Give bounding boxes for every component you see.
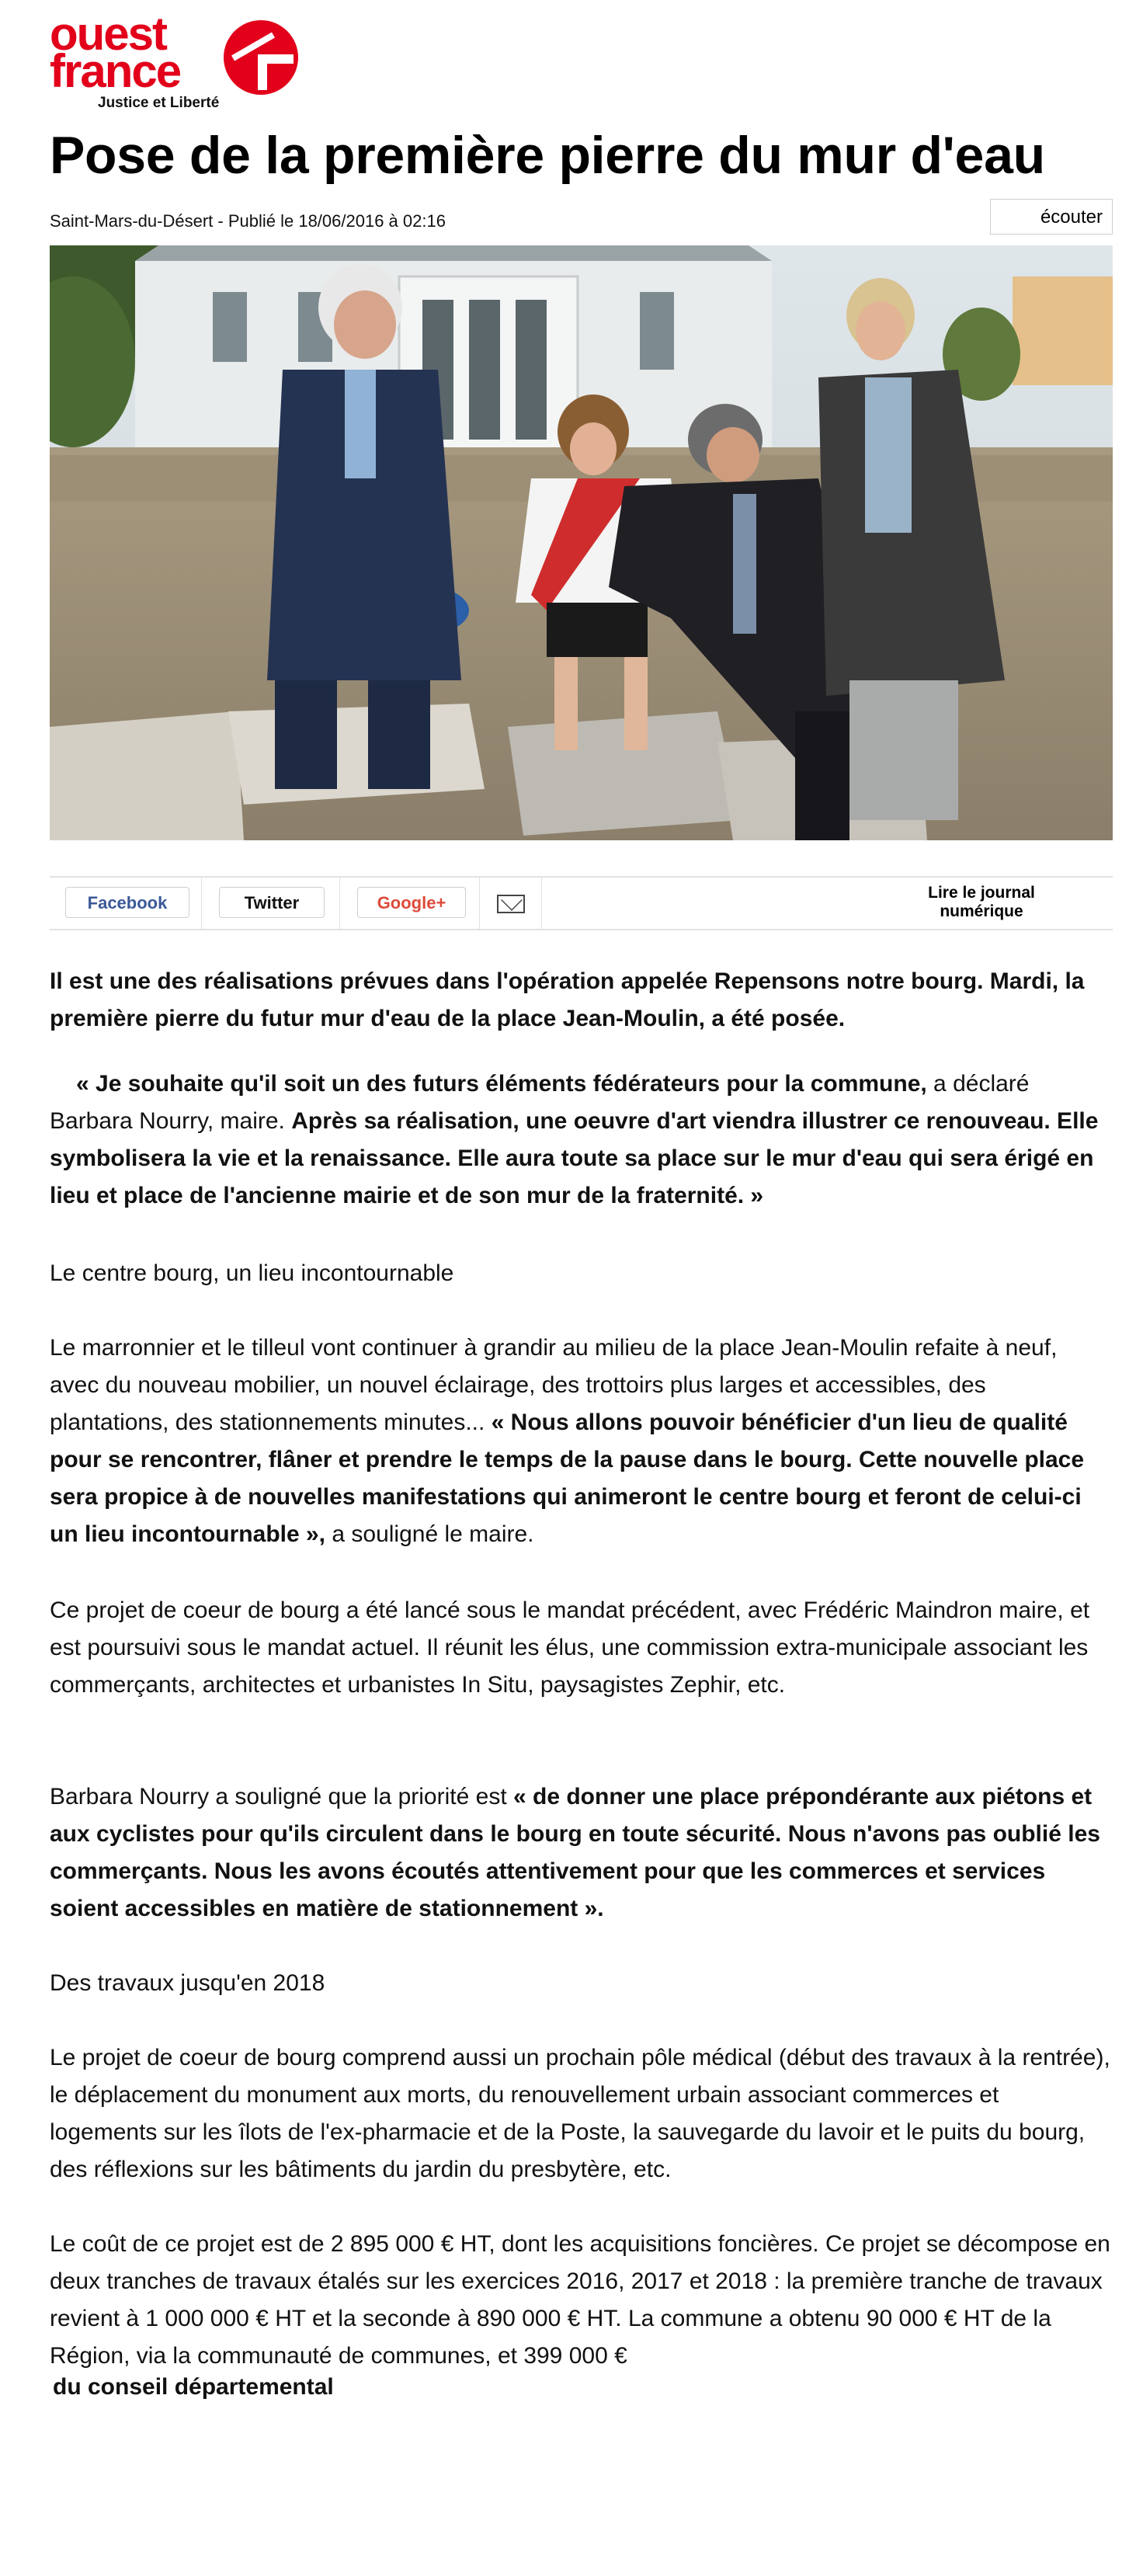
paragraph-place-end: a souligné le maire. xyxy=(325,1521,534,1547)
quote-bold-1: « Je souhaite qu'il soit un des futurs éléments fédérateurs pour la commune, xyxy=(76,1071,927,1097)
paragraph-priorite-text: Barbara Nourry a souligné que la priorité est xyxy=(50,1784,513,1809)
article-intro: Il est une des réalisations prévues dans l'opération appelée Repensons notre bourg. Mardi, la première pierre du futur mur d'eau de la place Jean-Moulin, a été posée. xyxy=(50,968,1085,1031)
share-cell-twitter xyxy=(202,878,340,929)
paragraph-pole-medical: Le projet de coeur de bourg comprend aussi un prochain pôle médical (début des travaux à la rentrée), le déplacement du monument aux morts, du renouvellement urbain associant commerces et logements sur les îlots de l'ex-pharmacie et de la Poste, la sauvegarde du lavoir et le puits du bourg, des réflexions sur les bâtiments du jardin du presbytère, etc. xyxy=(50,2045,1110,2182)
journal-link[interactable]: Lire le journal numérique xyxy=(928,884,1035,920)
listen-button[interactable]: écouter xyxy=(990,199,1113,235)
paragraph-cout: Le coût de ce projet est de 2 895 000 € HT, dont les acquisitions foncières. Ce projet se décompose en deux tranches de travaux étalés sur les exercices 2016, 2017 et 2018 : la première tranche de travaux revient à 1 000 000 € HT et la seconde à 890 000 € HT. La commune a obtenu 90 000 € HT de la Région, via la communauté de communes, et 399 000 € xyxy=(50,2231,1110,2369)
facebook-button[interactable]: Facebook xyxy=(65,887,189,918)
quote-attribution: a déclaré Barbara Nourry, maire. xyxy=(50,1071,1030,1134)
paragraph-priorite xyxy=(50,1778,1110,1928)
quote-bold-2: Après sa réalisation, une oeuvre d'art viendra illustrer ce renouveau. Elle symbolisera la vie et la renaissance. Elle aura toute sa place sur le mur d'eau qui sera érigé en lieu et place de l'ancienne mairie et de son mur de la fraternité. » xyxy=(50,1108,1099,1208)
logo-word-france: france xyxy=(50,45,181,97)
ouest-france-logo[interactable] xyxy=(50,8,283,115)
subheading-travaux: Des travaux jusqu'en 2018 xyxy=(50,1970,325,1996)
google-plus-button[interactable]: Google+ xyxy=(357,887,466,918)
subheading-centre-bourg: Le centre bourg, un lieu incontournable xyxy=(50,1260,454,1286)
share-cell-facebook xyxy=(50,878,202,929)
article-quote xyxy=(50,1066,1110,1215)
share-cell-google xyxy=(340,878,480,929)
article-title: Pose de la première pierre du mur d'eau xyxy=(50,126,1045,185)
logo-mark-icon xyxy=(224,20,298,95)
paragraph-priorite-quote: « de donner une place prépondérante aux piétons et aux cyclistes pour qu'ils circulent dans le bourg en toute sécurité. Nous n'avons pas oublié les commerçants. Nous les avons écoutés attentivement pour que les commerces et services soient accessibles en matière de stationnement ». xyxy=(50,1784,1100,1921)
logo-tagline: Justice et Liberté xyxy=(98,95,220,111)
envelope-icon[interactable] xyxy=(497,895,525,913)
paragraph-projet: Ce projet de coeur de bourg a été lancé sous le mandat précédent, avec Frédéric Maindron maire, et est poursuivi sous le mandat actuel. Il réunit les élus, une commission extra-municipale associant les commerçants, architectes et urbanistes In Situ, paysagistes Zephir, etc. xyxy=(50,1597,1090,1698)
article-meta: Saint-Mars-du-Désert - Publié le 18/06/2016 à 02:16 xyxy=(50,211,446,231)
logo-word-ouest: ouest xyxy=(50,8,167,60)
paragraph-place xyxy=(50,1330,1110,1553)
twitter-button[interactable]: Twitter xyxy=(219,887,325,918)
paragraph-place-quote: « Nous allons pouvoir bénéficier d'un lieu de qualité pour se rencontrer, flâner et prendre le temps de la pause dans le bourg. Cette nouvelle place sera propice à de nouvelles manifestations qui animeront le centre bourg et feront de celui-ci un lieu incontournable », xyxy=(50,1410,1085,1547)
article-photo xyxy=(50,245,1113,840)
share-bar xyxy=(50,876,1113,930)
paragraph-place-text: Le marronnier et le tilleul vont continuer à grandir au milieu de la place Jean-Moulin refaite à neuf, avec du nouveau mobilier, un nouvel éclairage, des trottoirs plus larges et accessibles, des plantations, des stationnements minutes... xyxy=(50,1335,1058,1435)
paragraph-cout-last-line: du conseil départemental xyxy=(53,2374,334,2400)
